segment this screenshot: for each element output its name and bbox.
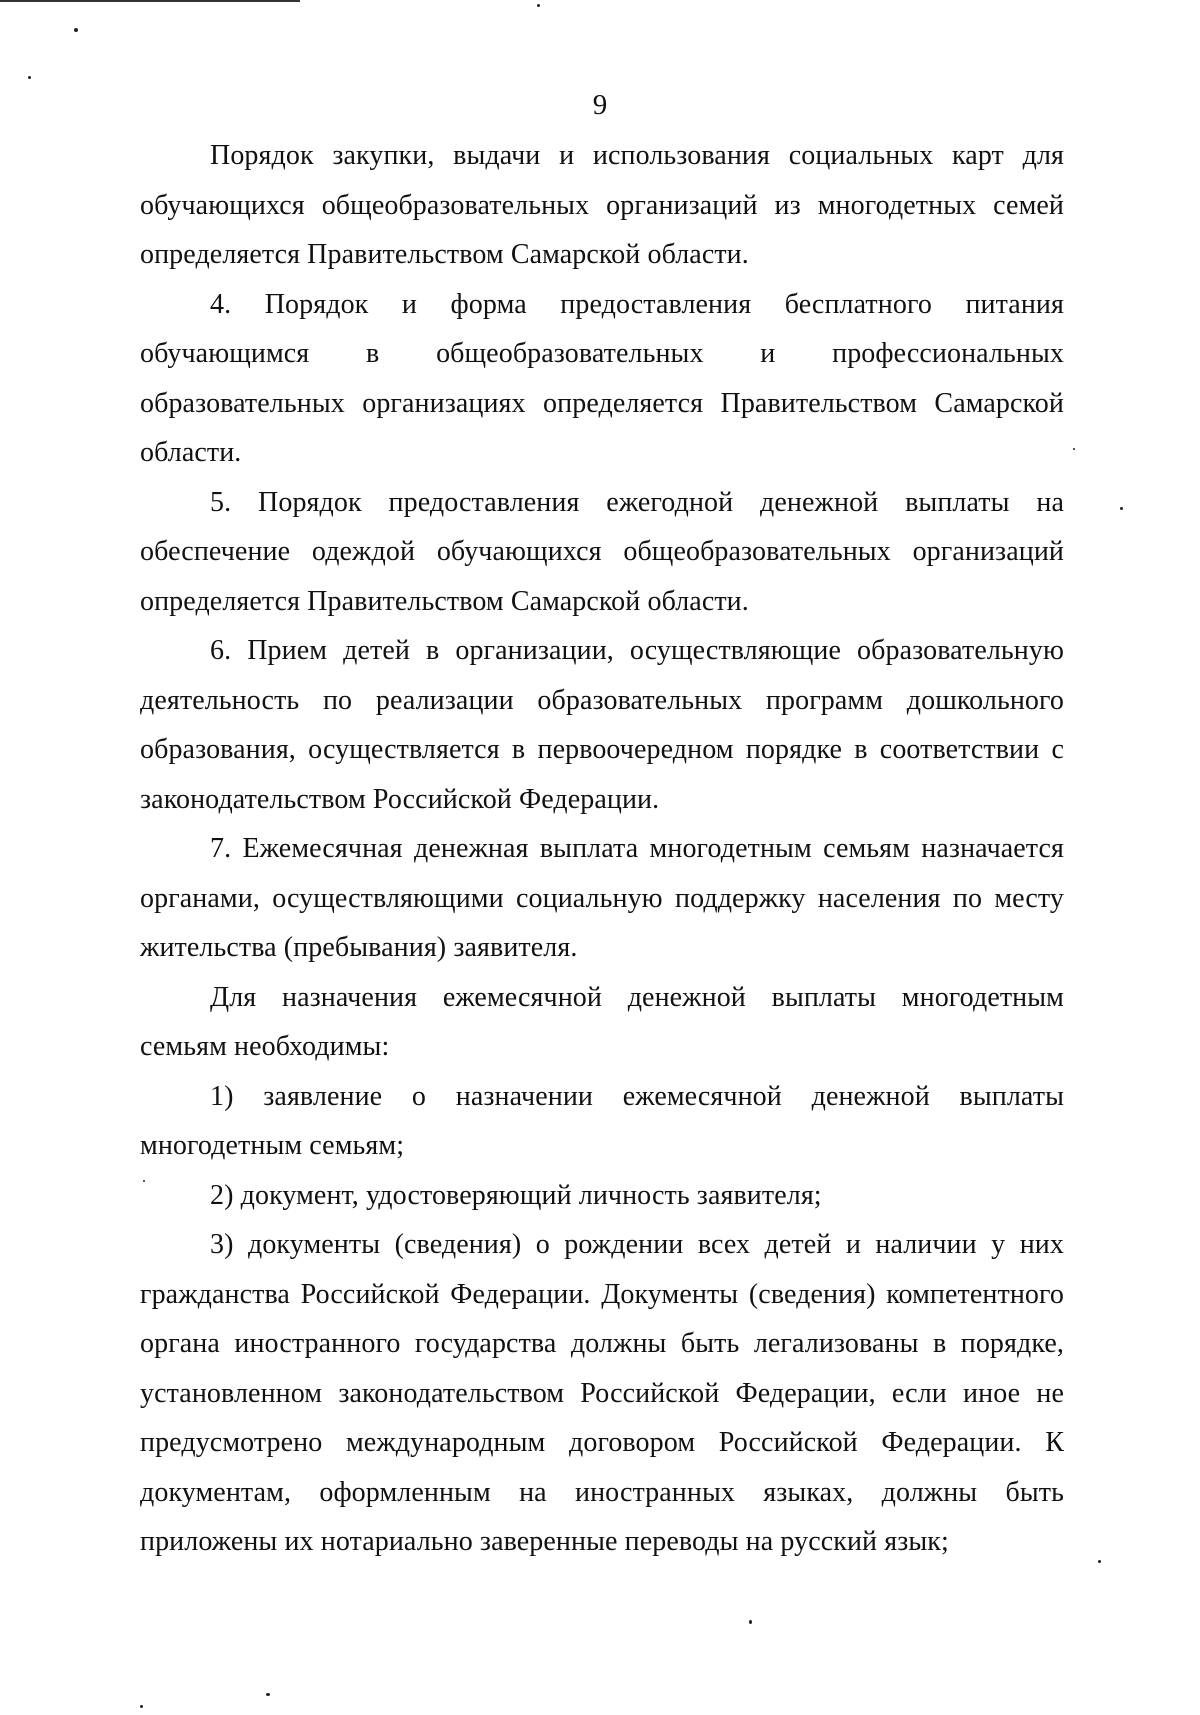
paragraph-monthly-payment: 7. Ежемесячная денежная выплата многодетным семьям назначается органами, осуществляющими социальную поддержку населения по месту жительства (пребывания) заявителя. [140,833,1064,963]
scan-speck [28,76,31,79]
paragraph-preschool-admission: 6. Прием детей в организации, осуществляющие образовательную деятельность по реализации образовательных программ дошкольного образования, осуществляется в первоочередном порядке в соответствии с законодательством Российской Федерации. [140,635,1064,815]
scan-speck [140,1705,143,1708]
document-body [140,131,1064,1567]
scan-speck [74,28,78,32]
scan-speck [537,4,540,7]
scan-speck [266,1693,270,1696]
scan-speck [1098,1560,1101,1563]
list-item-birth-documents: 3) документы (сведения) о рождении всех детей и наличии у них гражданства Российской Федерации. Документы (сведения) компетентного органа иностранного государства должны быть легализованы в порядке, установленном законодательством Российской Федерации, если иное не предусмотрено международным договором Российской Федерации. К документам, оформленным на иностранных языках, должны быть приложены их нотариально заверенные переводы на русский язык; [140,1229,1064,1557]
list-item-identity-document: 2) документ, удостоверяющий личность заявителя; [210,1179,822,1211]
scan-speck [1120,507,1123,510]
paragraph-free-meals: 4. Порядок и форма предоставления бесплатного питания обучающимся в общеобразовательных и профессиональных образовательных организациях определяется Правительством Самарской области. [140,288,1064,468]
scan-speck [1073,448,1075,450]
page-number: 9 [592,89,608,121]
scan-speck [749,1620,752,1624]
scan-edge-mark [0,0,300,2]
list-item-application: 1) заявление о назначении ежемесячной денежной выплаты многодетным семьям; [140,1080,1064,1161]
paragraph-social-cards: Порядок закупки, выдачи и использования социальных карт для обучающихся общеобразовательных организаций из многодетных семей определяется Правительством Самарской области. [140,140,1064,270]
paragraph-clothing-payment: 5. Порядок предоставления ежегодной денежной выплаты на обеспечение одеждой обучающихся общеобразовательных организаций определяется Правительством Самарской области. [140,486,1064,617]
paragraph-required-documents-intro: Для назначения ежемесячной денежной выплаты многодетным семьям необходимы: [140,981,1064,1062]
scan-speck [143,1180,145,1182]
